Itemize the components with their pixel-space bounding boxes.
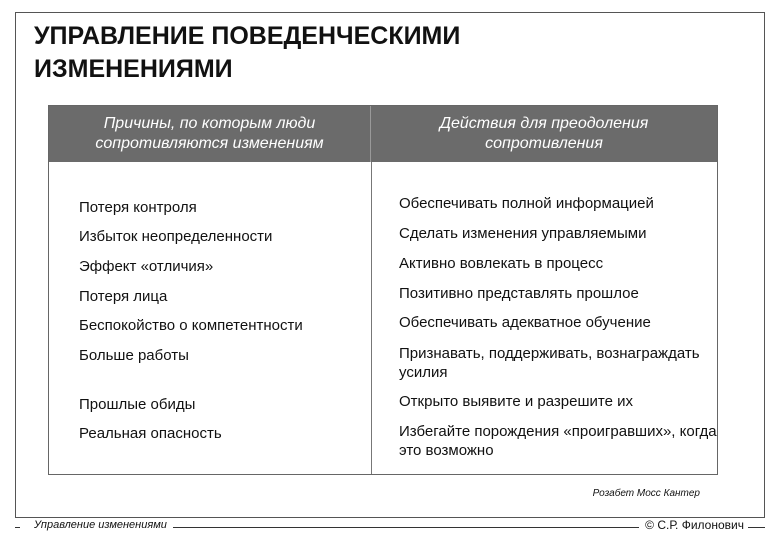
action-item: Позитивно представлять прошлое [399,285,639,302]
reason-item: Прошлые обиды [79,396,196,413]
reason-item: Эффект «отличия» [79,258,214,275]
header-actions: Действия для преодоления сопротивления [439,115,649,152]
reason-item: Потеря контроля [79,199,197,216]
action-item: Сделать изменения управляемыми [399,225,647,242]
column-divider [371,162,372,474]
action-item: Избегайте порождения «проигравших», когда это возможно [399,423,717,459]
reason-item: Больше работы [79,347,189,364]
action-item: Признавать, поддерживать, вознаграждать усилия [399,345,700,381]
footer-course-name: Управление изменениями [20,519,173,531]
action-item: Активно вовлекать в процесс [399,255,604,272]
action-item: Обеспечивать полной информацией [399,195,654,212]
footer-copyright: © С.Р. Филонович [639,518,748,532]
header-reasons: Причины, по которым люди сопротивляются изменениям [49,106,371,162]
reason-item: Реальная опасность [79,425,222,442]
source-attribution: Розабет Мосс Кантер [592,488,700,499]
action-item: Обеспечивать адекватное обучение [399,314,651,331]
reason-item: Избыток неопределенности [79,228,273,245]
reason-item: Потеря лица [79,288,168,305]
action-item: Открыто выявите и разрешите их [399,393,633,410]
resistance-table [48,105,718,475]
reason-item: Беспокойство о компетентности [79,317,303,334]
slide-title: УПРАВЛЕНИЕ ПОВЕДЕНЧЕСКИМИ ИЗМЕНЕНИЯМИ [34,22,461,83]
table-header-row [49,106,717,162]
